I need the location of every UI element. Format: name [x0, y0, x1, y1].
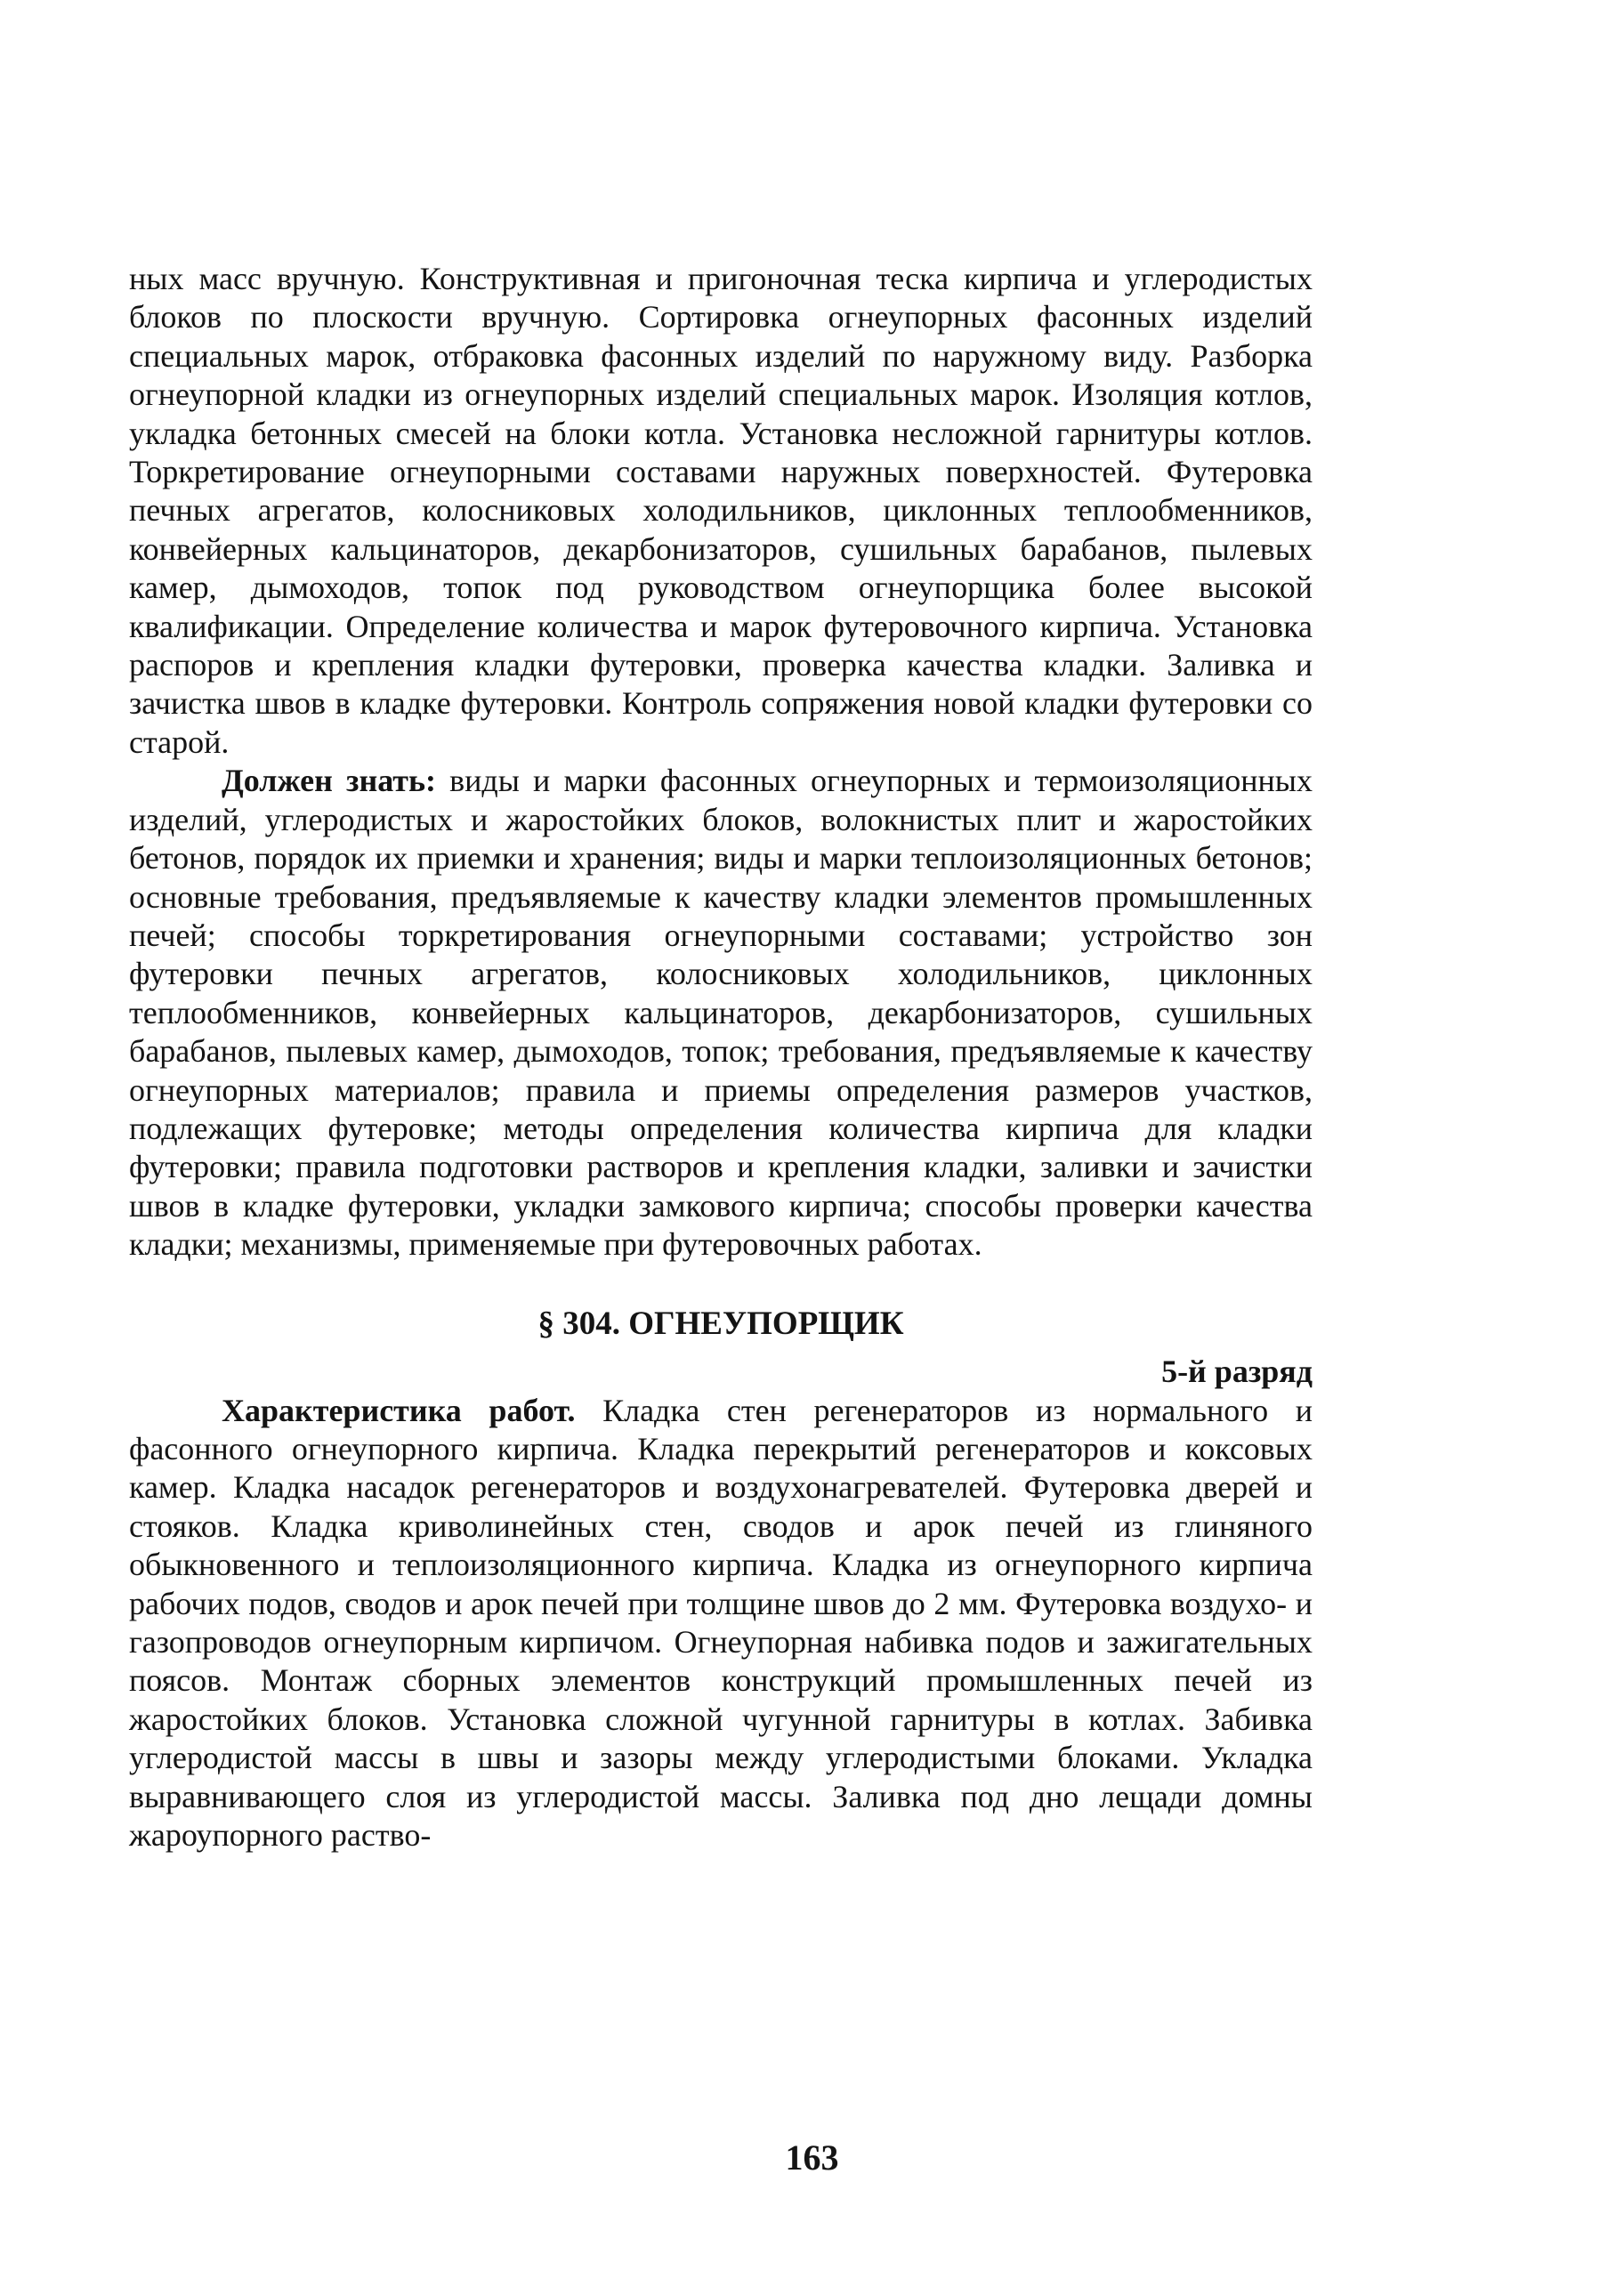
- characteristics-paragraph: [129, 1392, 1313, 1855]
- continued-paragraph: ных масс вручную. Конструктивная и пригоночная теска кирпича и углеродистых блоков по плоскости вручную. Сортировка огнеупорных фасонных изделий специальных марок, отбраковка фасонных изделий по наружному виду. Разборка огнеупорной кладки из огнеупорных изделий специальных марок. Изоляция котлов, укладка бетонных смесей на блоки котла. Установка несложной гарнитуры котлов. Торкретирование огнеупорными составами наружных поверхностей. Футеровка печных агрегатов, колосниковых холодильников, циклонных теплообменников, конвейерных кальцинаторов, декарбонизаторов, сушильных барабанов, пылевых камер, дымоходов, топок под руководством огнеупорщика более высокой квалификации. Определение количества и марок футеровочного кирпича. Установка распоров и крепления кладки футеровки, проверка качества кладки. Заливка и зачистка швов в кладке футеровки. Контроль сопряжения новой кладки футеровки со старой.: [129, 261, 1313, 760]
- page-body: [129, 260, 1313, 1855]
- must-know-paragraph: [129, 762, 1313, 1264]
- section-title: § 304. ОГНЕУПОРЩИК: [537, 1305, 904, 1342]
- characteristics-lead: Характеристика работ.: [222, 1392, 576, 1428]
- page-number: 163: [785, 2137, 839, 2178]
- must-know-text: виды и марки фасонных огнеупорных и термоизоляционных изделий, углеродистых и жаростойких блоков, волокнистых плит и жаростойких бетонов, порядок их приемки и хранения; виды и марки теплоизоляционных бетонов; основные требования, предъявляемые к качеству кладки элементов промышленных печей; способы торкретирования огнеупорными составами; устройство зон футеровки печных агрегатов, колосниковых холодильников, циклонных теплообменников, конвейерных кальцинаторов, декарбонизаторов, сушильных барабанов, пылевых камер, дымоходов, топок; требования, предъявляемые к качеству огнеупорных материалов; правила и приемы определения размеров участков, подлежащих футеровке; методы определения количества кирпича для кладки футеровки; правила подготовки растворов и крепления кладки, заливки и зачистки швов в кладке футеровки, укладки замкового кирпича; способы проверки качества кладки; механизмы, применяемые при футеровочных работах.: [129, 763, 1313, 1263]
- grade-label: 5-й разряд: [1161, 1353, 1313, 1389]
- must-know-lead: Должен знать:: [222, 763, 436, 799]
- characteristics-text: Кладка стен регенераторов из нормального и фасонного огнеупорного кирпича. Кладка перекрытий регенераторов и коксовых камер. Кладка насадок регенераторов и воздухонагревателей. Футеровка дверей и стояков. Кладка криволинейных стен, сводов и арок печей из глиняного обыкновенного и теплоизоляционного кирпича. Кладка из огнеупорного кирпича рабочих подов, сводов и арок печей при толщине швов до 2 мм. Футеровка воздухо- и газопроводов огнеупорным кирпичом. Огнеупорная набивка подов и зажигательных поясов. Монтаж сборных элементов конструкций промышленных печей из жаростойких блоков. Установка сложной чугунной гарнитуры в котлах. Забивка углеродистой массы в швы и зазоры между углеродистыми блоками. Укладка выравнивающего слоя из углеродистой массы. Заливка под дно лещади домны жароупорного раство-: [129, 1392, 1313, 1854]
